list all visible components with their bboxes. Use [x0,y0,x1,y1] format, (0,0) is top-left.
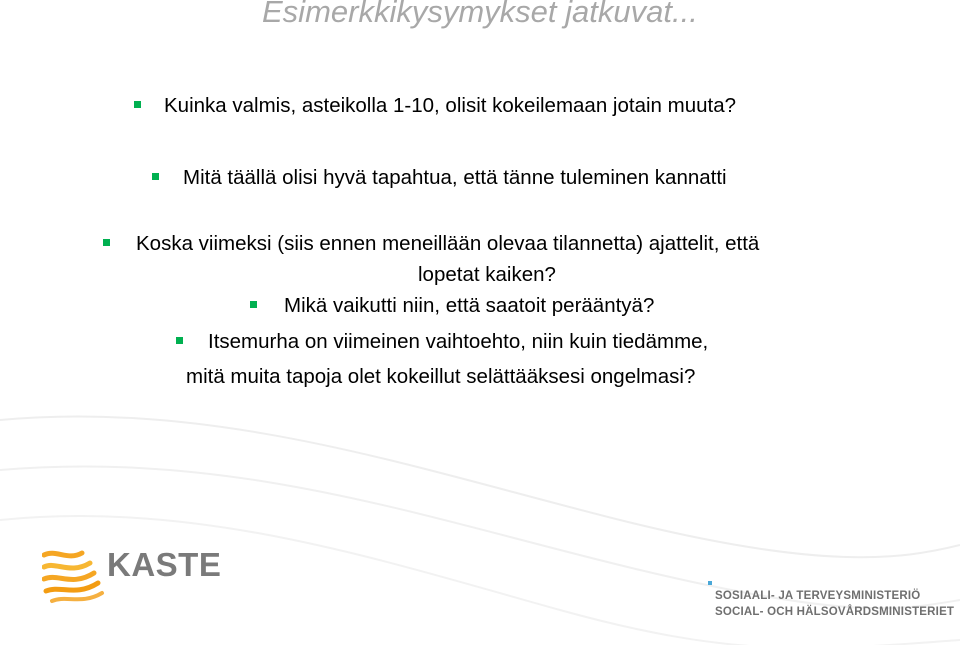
bullet-square-icon [103,239,110,246]
bullet-square-icon [250,301,257,308]
ministry-name-finnish: SOSIAALI- JA TERVEYSMINISTERIÖ [715,590,921,602]
ministry-name-swedish: SOCIAL- OCH HÄLSOVÅRDSMINISTERIET [715,606,955,618]
slide-title: Esimerkkikysymykset jatkuvat... [262,0,698,29]
question-line-4: Mikä vaikutti niin, että saatoit perääntyä? [284,294,655,317]
bullet-square-icon [152,173,159,180]
ministry-logo-dot-icon [708,581,712,585]
bullet-square-icon [176,337,183,344]
question-line-1: Kuinka valmis, asteikolla 1-10, olisit kokeilemaan jotain muuta? [164,94,737,117]
question-line-2: Mitä täällä olisi hyvä tapahtua, että tänne tuleminen kannatti [183,166,727,189]
question-line-5: Itsemurha on viimeinen vaihtoehto, niin kuin tiedämme, [208,330,709,353]
question-line-5-continuation: mitä muita tapoja olet kokeillut selättääksesi ongelmasi? [186,365,696,388]
question-line-3: Koska viimeksi (siis ennen meneillään olevaa tilannetta) ajattelit, että [136,232,760,255]
bullet-square-icon [134,101,141,108]
kaste-logo-text: KASTE [107,546,222,583]
question-line-3-continuation: lopetat kaiken? [418,263,556,286]
